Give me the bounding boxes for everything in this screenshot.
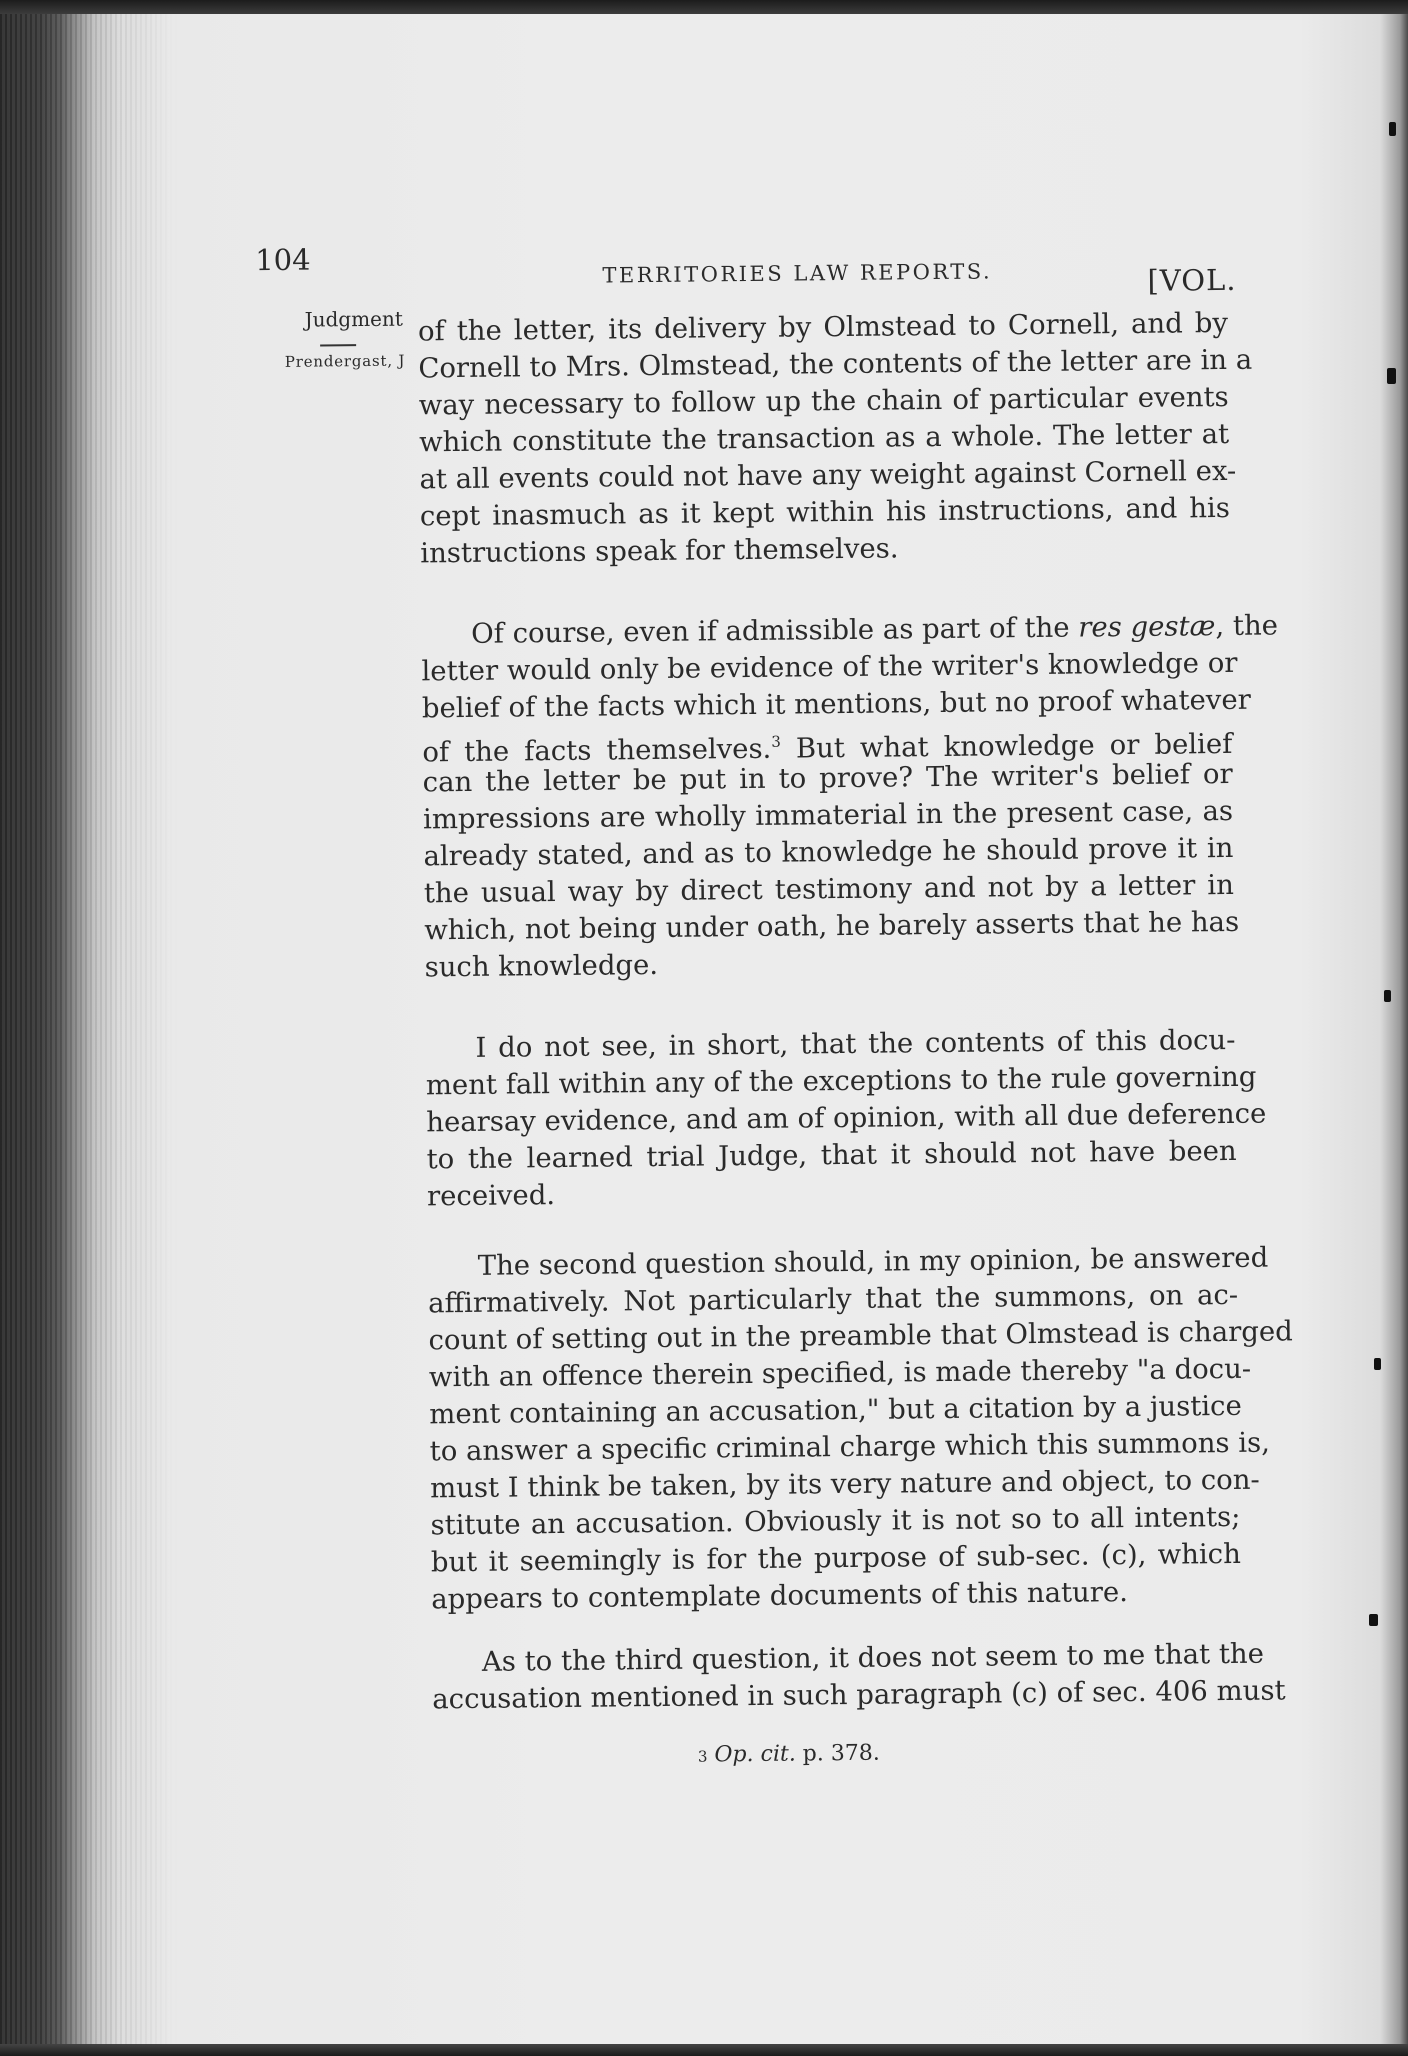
text-line: letter would only be evidence of the writer's knowledge or (421, 646, 1238, 688)
text-line: at all events could not have any weight against Cornell ex- (419, 454, 1237, 496)
text-line: As to the third question, it does not seem to me that the (481, 1637, 1265, 1678)
text-line: accusation mentioned in such paragraph (c) of sec. 406 must (432, 1674, 1286, 1716)
scan-speck (1369, 1614, 1378, 1626)
text-line: can the letter be put in to prove? The writer's belief or (422, 757, 1233, 799)
text-line: appears to contemplate documents of this nature. (431, 1576, 1129, 1616)
text-line: affirmatively. Not particularly that the summons, on ac- (427, 1278, 1239, 1320)
footnote-marker: 3 (771, 732, 781, 751)
text-line: to answer a specific criminal charge which this summons is, (429, 1426, 1271, 1468)
text-run: But what knowledge or belief (780, 727, 1233, 765)
text-line: instructions speak for themselves. (420, 532, 899, 570)
paragraph-3 (425, 1022, 1267, 1215)
scan-speck (1389, 122, 1396, 136)
paragraph-4 (427, 1240, 1293, 1618)
footnote (698, 1741, 880, 1768)
page-number: 104 (255, 242, 311, 278)
scan-speck (1387, 368, 1396, 384)
text-line: cept inasmuch as it kept within his instructions, and his (419, 491, 1231, 533)
scan-speck (1384, 990, 1391, 1002)
text-line: I do not see, in short, that the contents of this docu- (475, 1023, 1236, 1064)
side-note-rule (320, 344, 356, 346)
text-line: ment fall within any of the exceptions to the rule governing (425, 1060, 1257, 1102)
text-line: Cornell to Mrs. Olmstead, the contents of the letter are in a (418, 343, 1253, 385)
paragraph-1 (417, 305, 1253, 572)
text-line: with an offence therein specified, is made thereby "a docu- (428, 1352, 1252, 1394)
volume-mark: [VOL. (1147, 262, 1237, 298)
text-line: of the letter, its delivery by Olmstead to Cornell, and by (417, 306, 1229, 348)
text-line: already stated, and as to knowledge he should prove it in (423, 831, 1234, 873)
footnote-citation: Op. cit. (714, 1741, 796, 1768)
text-line: ment containing an accusation," but a citation by a justice (429, 1389, 1242, 1431)
footnote-page-ref: p. 378. (802, 1740, 880, 1767)
text-line: impressions are wholly immaterial in the present case, as (422, 794, 1234, 836)
text-line: which constitute the transaction as a whole. The letter at (418, 417, 1230, 459)
text-line: such knowledge. (424, 948, 659, 984)
text-line: the usual way by direct testimony and not by a letter in (423, 868, 1234, 910)
page-body (240, 0, 1293, 2056)
text-line: must I think be taken, by its very nature and object, to con- (429, 1463, 1260, 1505)
text-line: received. (426, 1179, 556, 1213)
text-line: The second question should, in my opinion, be answered (477, 1241, 1269, 1282)
text-run: , the (1215, 609, 1279, 643)
side-note-judgment: Judgment (304, 306, 403, 332)
text-line: belief of the facts which it mentions, but no proof whatever (421, 683, 1251, 725)
text-line: which, not being under oath, he barely asserts that he has (424, 905, 1240, 947)
text-line: stitute an accusation. Obviously it is not so to all intents; (430, 1500, 1241, 1542)
text-line: count of setting out in the preamble that Olmstead is charged (428, 1315, 1293, 1357)
paragraph-5 (432, 1636, 1286, 1718)
latin-phrase: res gestæ (1078, 610, 1216, 644)
text-run: of the facts themselves. (422, 732, 772, 769)
side-note-judge: Prendergast, J (284, 351, 406, 371)
text-line: to the learned trial Judge, that it should not have been (426, 1134, 1237, 1176)
text-run: Of course, even if admissible as part of the (470, 611, 1079, 650)
book-gutter (0, 0, 180, 2056)
footnote-number: 3 (697, 1747, 708, 1766)
text-line: hearsay evidence, and am of opinion, with all due deference (426, 1097, 1267, 1139)
paragraph-2 (421, 608, 1279, 986)
text-line: but it seemingly is for the purpose of sub-sec. (c), which (430, 1537, 1241, 1579)
scan-speck (1374, 1358, 1381, 1370)
running-head: TERRITORIES LAW REPORTS. (602, 259, 993, 288)
text-line: way necessary to follow up the chain of particular events (418, 380, 1229, 422)
